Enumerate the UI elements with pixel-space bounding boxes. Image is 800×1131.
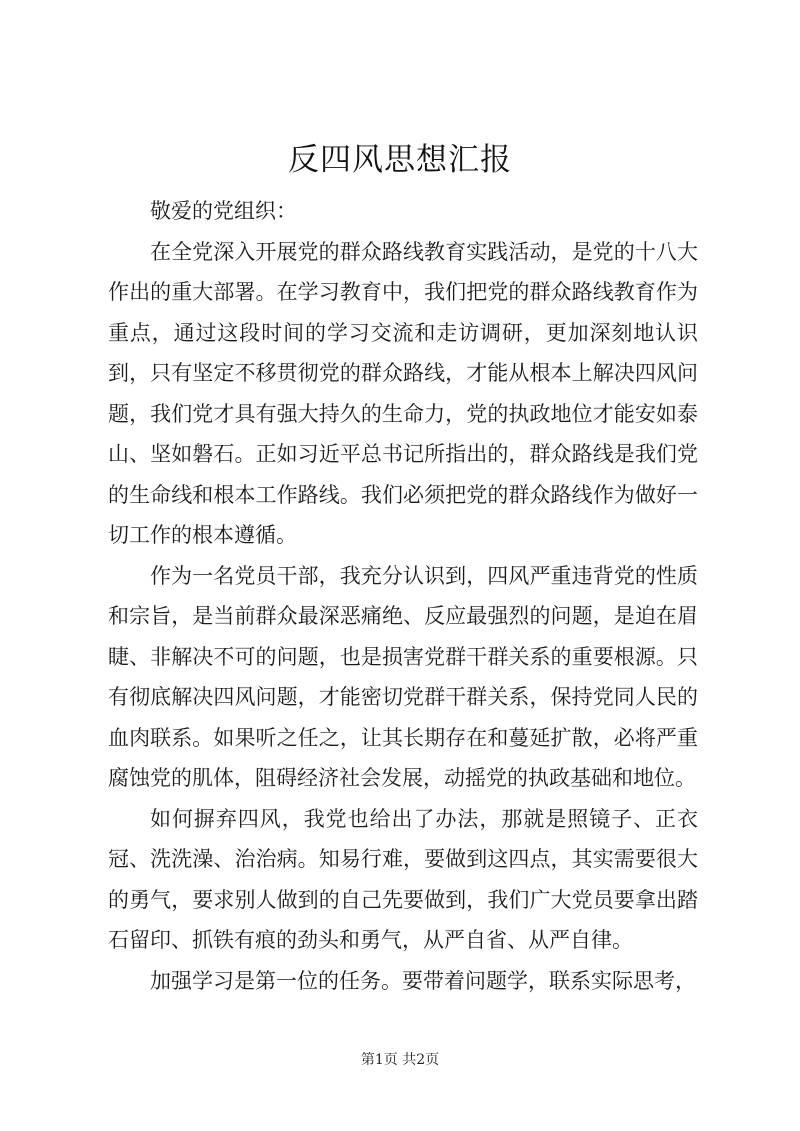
- paragraph-4: 加强学习是第一位的任务。要带着问题学，联系实际思考，: [150, 968, 696, 993]
- paragraph-2: 作为一名党员干部，我充分认识到，四风严重违背党的性质和宗旨，是当前群众最深恶痛绝、反应最强烈的问题，是迫在眉睫、非解决不可的问题，也是损害党群干群关系的重要根源。只有彻底解决四风问题，才能密切党群干群关系，保持党同人民的血肉联系。如果听之任之，让其长期存在和蔓延扩散，必将严重腐蚀党的肌体，阻碍经济社会发展，动摇党的执政基础和地位。: [108, 563, 698, 790]
- paragraph-3: 如何摒弃四风，我党也给出了办法，那就是照镜子、正衣冠、洗洗澡、治治病。知易行难，要做到这四点，其实需要很大的勇气，要求别人做到的自己先要做到，我们广大党员要拿出踏石留印、抓铁有痕的劲头和勇气，从严自省、从严自律。: [108, 806, 698, 952]
- salutation: 敬爱的党组织：: [150, 199, 297, 223]
- document-title: 反四风思想汇报: [288, 142, 512, 178]
- paragraph-1: 在全党深入开展党的群众路线教育实践活动，是党的十八大作出的重大部署。在学习教育中，我们把党的群众路线教育作为重点，通过这段时间的学习交流和走访调研，更加深刻地认识到，只有坚定不移贯彻党的群众路线，才能从根本上解决四风问题，我们党才具有强大持久的生命力，党的执政地位才能安如泰山、坚如磐石。正如习近平总书记所指出的，群众路线是我们党的生命线和根本工作路线。我们必须把党的群众路线作为做好一切工作的根本遵循。: [108, 239, 698, 547]
- page-footer: 第1页 共2页: [360, 1052, 440, 1068]
- document-body: [108, 191, 698, 1001]
